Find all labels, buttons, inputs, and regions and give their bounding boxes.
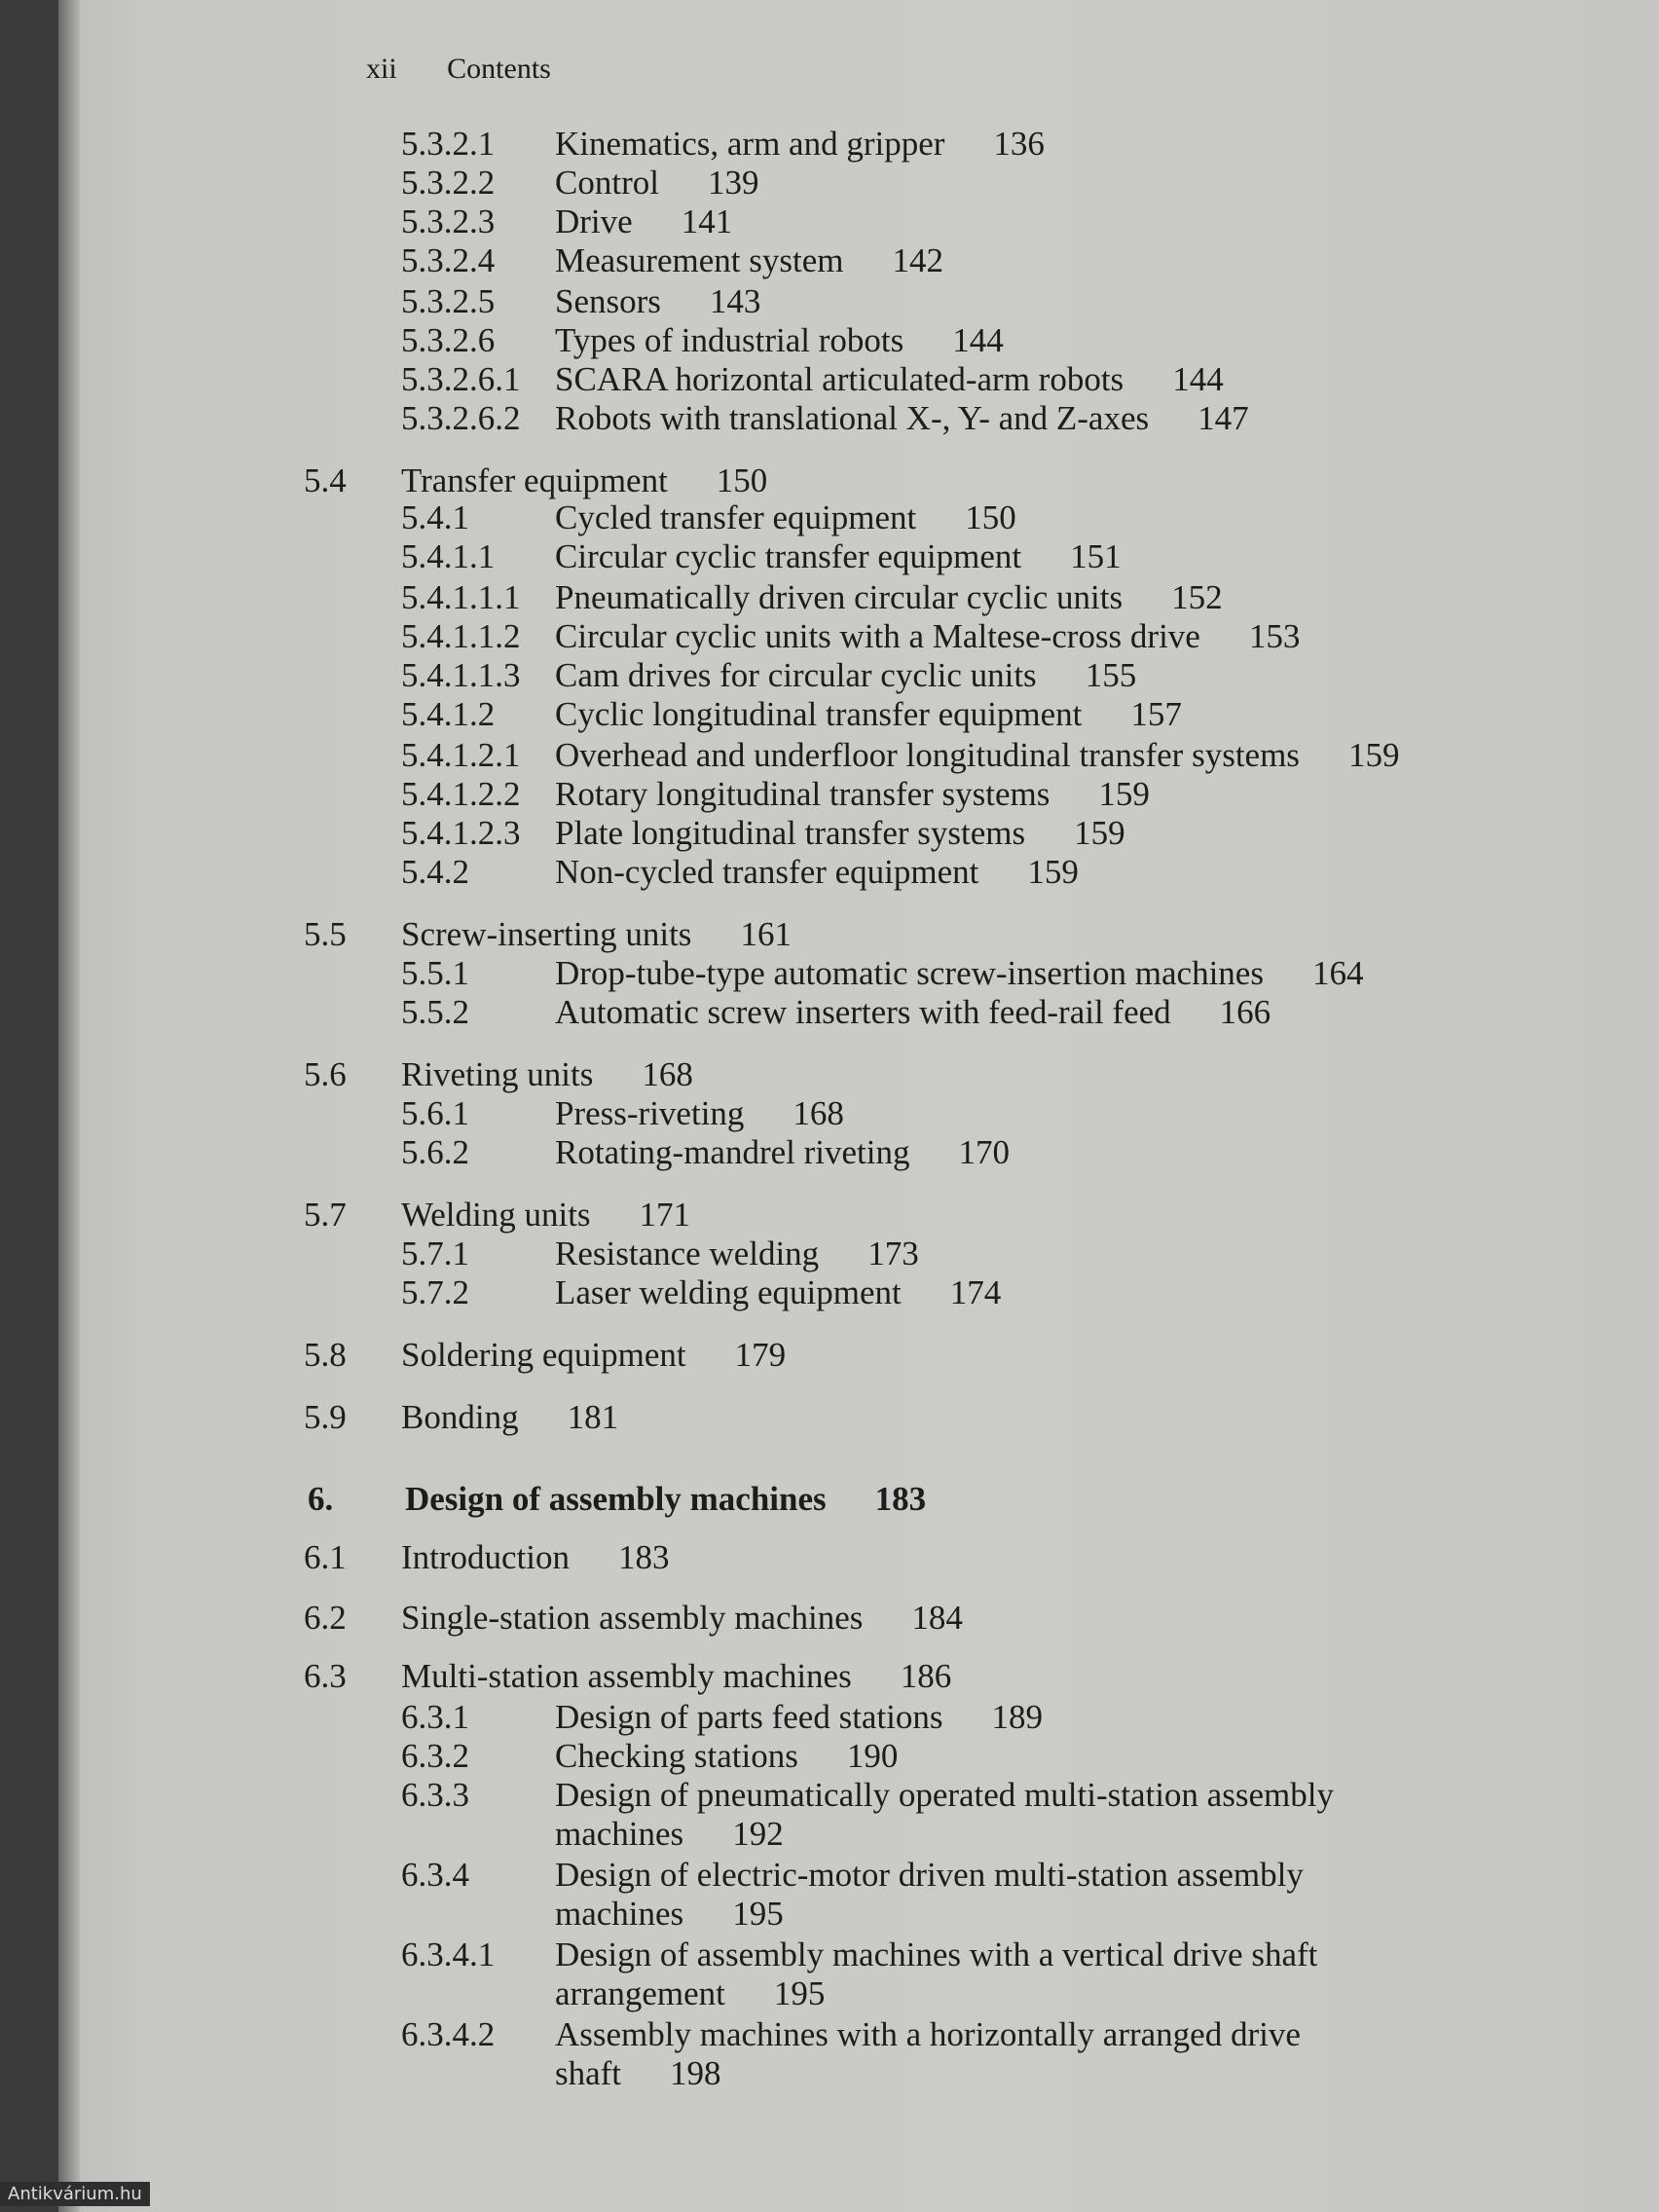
toc-entry-page: 183 bbox=[618, 1538, 670, 1576]
toc-entry-number: 5.7.1 bbox=[401, 1235, 469, 1272]
toc-entry-page: 170 bbox=[958, 1133, 1010, 1171]
toc-entry-title: Circular cyclic units with a Maltese-cross drive 153 bbox=[555, 617, 1301, 655]
toc-entry-page: 179 bbox=[734, 1336, 787, 1374]
toc-entry-page: 136 bbox=[993, 125, 1045, 163]
toc-entry-page: 159 bbox=[1347, 736, 1400, 774]
toc-entry bbox=[58, 1336, 1616, 1375]
toc-entry-page: 144 bbox=[1172, 360, 1224, 398]
toc-entry-number: 5.3.2.4 bbox=[401, 241, 496, 279]
toc-entry-page: 161 bbox=[740, 915, 792, 953]
toc-entry bbox=[58, 1273, 1616, 1312]
toc-entry-title-continued: machines 195 bbox=[555, 1895, 784, 1933]
toc-entry bbox=[58, 1055, 1616, 1094]
toc-entry-title: Automatic screw inserters with feed-rail feed 166 bbox=[555, 993, 1272, 1031]
toc-entry-number: 5.4.1.1 bbox=[401, 537, 496, 575]
toc-entry bbox=[58, 853, 1616, 892]
toc-entry-page: 164 bbox=[1311, 954, 1364, 992]
toc-entry bbox=[58, 241, 1616, 280]
toc-entry-page: 141 bbox=[681, 203, 733, 240]
header-title: Contents bbox=[447, 53, 551, 85]
toc-entry-title: Design of electric-motor driven multi-station assembly bbox=[555, 1856, 1304, 1894]
toc-entry-page: 190 bbox=[846, 1737, 899, 1775]
toc-entry-title: Non-cycled transfer equipment 159 bbox=[555, 853, 1079, 891]
toc-entry bbox=[58, 461, 1616, 500]
toc-entry-page: 147 bbox=[1198, 399, 1249, 437]
toc-entry bbox=[58, 203, 1616, 241]
toc-entry-number: 5.3.2.6.1 bbox=[401, 360, 521, 398]
toc-entry bbox=[58, 1698, 1616, 1737]
toc-entry-number: 6. bbox=[308, 1480, 334, 1518]
toc-entry bbox=[58, 1538, 1616, 1577]
header-page-number: xii bbox=[366, 53, 397, 85]
toc-entry-number: 5.9 bbox=[304, 1398, 347, 1436]
toc-entry bbox=[58, 537, 1616, 576]
toc-entry bbox=[58, 1737, 1616, 1776]
toc-entry-page: 143 bbox=[709, 282, 761, 320]
toc-entry-number: 5.4.1.1.2 bbox=[401, 617, 521, 655]
toc-entry-page: 159 bbox=[1098, 775, 1150, 813]
toc-entry-page: 198 bbox=[670, 2054, 721, 2092]
toc-entry-page: 192 bbox=[732, 1815, 784, 1853]
toc-entry-number: 5.7.2 bbox=[401, 1273, 469, 1311]
toc-entry-number: 6.3.4.2 bbox=[401, 2015, 496, 2053]
toc-entry-number: 5.4.1.2.2 bbox=[401, 775, 521, 813]
toc-entry bbox=[58, 1196, 1616, 1235]
toc-entry-page: 157 bbox=[1130, 695, 1182, 733]
toc-entry-number: 5.7 bbox=[304, 1196, 347, 1234]
toc-entry-number: 6.2 bbox=[304, 1599, 347, 1637]
toc-entry-number: 5.3.2.6.2 bbox=[401, 399, 521, 437]
toc-entry bbox=[58, 1094, 1616, 1133]
toc-entry-title: Design of pneumatically operated multi-station assembly bbox=[555, 1776, 1334, 1814]
toc-entry-title: Overhead and underfloor longitudinal transfer systems 159 bbox=[555, 736, 1400, 774]
toc-entry-number: 5.4.2 bbox=[401, 853, 469, 891]
toc-entry-title: Robots with translational X-, Y- and Z-axes 147 bbox=[555, 399, 1249, 437]
toc-entry-title: Design of assembly machines 183 bbox=[405, 1480, 927, 1518]
running-header bbox=[366, 53, 551, 86]
toc-entry-title: Pneumatically driven circular cyclic units 152 bbox=[555, 578, 1223, 616]
toc-entry-page: 155 bbox=[1085, 656, 1137, 694]
toc-entry-page: 151 bbox=[1070, 537, 1122, 575]
toc-entry bbox=[58, 399, 1616, 438]
toc-entry-title: Cyclic longitudinal transfer equipment 157 bbox=[555, 695, 1182, 733]
toc-entry-title-continued: arrangement 195 bbox=[555, 1974, 826, 2012]
toc-entry-title: Press-riveting 168 bbox=[555, 1094, 844, 1132]
toc-entry bbox=[58, 578, 1616, 617]
toc-entry-number: 5.6.1 bbox=[401, 1094, 469, 1132]
toc-entry-number: 6.1 bbox=[304, 1538, 347, 1576]
toc-entry-title: Bonding 181 bbox=[401, 1398, 619, 1436]
toc-entry bbox=[58, 915, 1616, 954]
toc-entry bbox=[58, 498, 1616, 537]
toc-entry-title: Welding units 171 bbox=[401, 1196, 691, 1234]
toc-entry-page: 153 bbox=[1248, 617, 1301, 655]
toc-entry bbox=[58, 125, 1616, 164]
toc-entry-title: Design of assembly machines with a vertical drive shaft bbox=[555, 1936, 1318, 1973]
toc-entry-number: 5.4 bbox=[304, 461, 347, 499]
toc-entry-number: 5.5.1 bbox=[401, 954, 469, 992]
toc-entry bbox=[58, 1856, 1616, 1936]
toc-entry-number: 6.3.3 bbox=[401, 1776, 469, 1814]
toc-entry-title: Checking stations 190 bbox=[555, 1737, 899, 1775]
toc-entry-number: 5.3.2.5 bbox=[401, 282, 496, 320]
toc-entry bbox=[58, 1776, 1616, 1856]
toc-entry-title: Sensors 143 bbox=[555, 282, 761, 320]
toc-entry-title: Assembly machines with a horizontally arranged drive bbox=[555, 2015, 1301, 2053]
toc-entry-number: 5.5.2 bbox=[401, 993, 469, 1031]
toc-entry-title: Rotating-mandrel riveting 170 bbox=[555, 1133, 1010, 1171]
toc-entry-page: 142 bbox=[892, 241, 943, 279]
toc-entry-number: 5.3.2.3 bbox=[401, 203, 496, 240]
toc-entry-page: 150 bbox=[965, 498, 1016, 536]
toc-entry bbox=[58, 1133, 1616, 1172]
toc-entry-title: Introduction 183 bbox=[401, 1538, 670, 1576]
toc-entry-title: Types of industrial robots 144 bbox=[555, 321, 1004, 359]
toc-entry-number: 6.3.4 bbox=[401, 1856, 469, 1894]
toc-entry bbox=[58, 360, 1616, 399]
toc-entry-title: Rotary longitudinal transfer systems 159 bbox=[555, 775, 1150, 813]
toc-entry-page: 181 bbox=[567, 1398, 619, 1436]
toc-entry-number: 6.3.2 bbox=[401, 1737, 469, 1775]
toc-entry-page: 173 bbox=[867, 1235, 919, 1272]
toc-entry-title: Soldering equipment 179 bbox=[401, 1336, 787, 1374]
toc-entry-page: 195 bbox=[732, 1895, 784, 1933]
toc-entry bbox=[58, 695, 1616, 734]
toc-entry-page: 186 bbox=[900, 1657, 952, 1695]
toc-entry-number: 5.3.2.2 bbox=[401, 164, 496, 202]
toc-entry bbox=[58, 1398, 1616, 1437]
toc-entry-number: 6.3.4.1 bbox=[401, 1936, 496, 1973]
watermark: Antikvárium.hu bbox=[0, 2182, 150, 2206]
toc-entry-title-continued: machines 192 bbox=[555, 1815, 784, 1853]
toc-entry bbox=[58, 1599, 1616, 1638]
toc-entry-page: 150 bbox=[716, 461, 768, 499]
toc-entry-number: 5.4.1.2.3 bbox=[401, 814, 521, 852]
toc-entry-number: 5.4.1 bbox=[401, 498, 469, 536]
toc-entry-number: 6.3.1 bbox=[401, 1698, 469, 1736]
toc-entry-number: 5.4.1.1.3 bbox=[401, 656, 521, 694]
toc-entry-title: Drop-tube-type automatic screw-insertion machines 164 bbox=[555, 954, 1364, 992]
toc-entry-page: 195 bbox=[773, 1974, 826, 2012]
toc-entry bbox=[58, 1936, 1616, 2015]
toc-entry-page: 168 bbox=[642, 1055, 693, 1093]
toc-entry-number: 5.3.2.6 bbox=[401, 321, 496, 359]
toc-entry-title: Design of parts feed stations 189 bbox=[555, 1698, 1044, 1736]
toc-entry-title: Screw-inserting units 161 bbox=[401, 915, 792, 953]
toc-entry-number: 5.4.1.1.1 bbox=[401, 578, 521, 616]
toc-entry-title: Measurement system 142 bbox=[555, 241, 943, 279]
toc-entry-page: 152 bbox=[1171, 578, 1223, 616]
toc-entry-page: 183 bbox=[874, 1480, 927, 1518]
toc-entry bbox=[58, 954, 1616, 993]
toc-entry-number: 5.4.1.2 bbox=[401, 695, 496, 733]
toc-entry bbox=[58, 1657, 1616, 1696]
toc-entry bbox=[58, 993, 1616, 1032]
toc-entry-number: 6.3 bbox=[304, 1657, 347, 1695]
toc-entry-number: 5.3.2.1 bbox=[401, 125, 496, 163]
toc-entry-title-continued: shaft 198 bbox=[555, 2054, 721, 2092]
toc-entry bbox=[58, 775, 1616, 814]
toc-entry bbox=[58, 736, 1616, 775]
toc-entry-title: SCARA horizontal articulated-arm robots 144 bbox=[555, 360, 1224, 398]
toc-entry-title: Cycled transfer equipment 150 bbox=[555, 498, 1016, 536]
toc-entry-page: 189 bbox=[991, 1698, 1044, 1736]
toc-entry-page: 139 bbox=[707, 164, 759, 202]
toc-entry-page: 159 bbox=[1027, 853, 1079, 891]
toc-entry-page: 174 bbox=[949, 1273, 1002, 1311]
toc-entry-page: 184 bbox=[911, 1599, 963, 1637]
toc-entry-title: Multi-station assembly machines 186 bbox=[401, 1657, 952, 1695]
toc-entry-number: 5.4.1.2.1 bbox=[401, 736, 521, 774]
toc-entry-title: Single-station assembly machines 184 bbox=[401, 1599, 963, 1637]
toc-entry-title: Control 139 bbox=[555, 164, 759, 202]
book-page bbox=[58, 0, 1659, 2212]
toc-entry bbox=[58, 1235, 1616, 1273]
toc-entry bbox=[58, 656, 1616, 695]
toc-entry-number: 5.5 bbox=[304, 915, 347, 953]
toc-entry bbox=[58, 164, 1616, 203]
toc-entry-title: Resistance welding 173 bbox=[555, 1235, 919, 1272]
toc-entry-number: 5.8 bbox=[304, 1336, 347, 1374]
toc-entry-title: Drive 141 bbox=[555, 203, 733, 240]
toc-entry-title: Transfer equipment 150 bbox=[401, 461, 768, 499]
toc-entry-title: Kinematics, arm and gripper 136 bbox=[555, 125, 1045, 163]
toc-entry-number: 5.6 bbox=[304, 1055, 347, 1093]
toc-entry-title: Cam drives for circular cyclic units 155 bbox=[555, 656, 1137, 694]
toc-entry-title: Circular cyclic transfer equipment 151 bbox=[555, 537, 1122, 575]
toc-entry bbox=[58, 2015, 1616, 2095]
toc-entry-title: Laser welding equipment 174 bbox=[555, 1273, 1002, 1311]
toc-entry bbox=[58, 814, 1616, 853]
toc-entry bbox=[58, 1480, 1616, 1519]
toc-entry-page: 159 bbox=[1074, 814, 1125, 852]
toc-entry bbox=[58, 282, 1616, 321]
toc-entry-title: Riveting units 168 bbox=[401, 1055, 693, 1093]
toc-entry-page: 171 bbox=[639, 1196, 691, 1234]
toc-entry bbox=[58, 321, 1616, 360]
toc-entry-page: 166 bbox=[1219, 993, 1272, 1031]
toc-entry-title: Plate longitudinal transfer systems 159 bbox=[555, 814, 1125, 852]
toc-entry-number: 5.6.2 bbox=[401, 1133, 469, 1171]
toc-entry-page: 144 bbox=[952, 321, 1004, 359]
toc-entry-page: 168 bbox=[793, 1094, 844, 1132]
toc-entry bbox=[58, 617, 1616, 656]
